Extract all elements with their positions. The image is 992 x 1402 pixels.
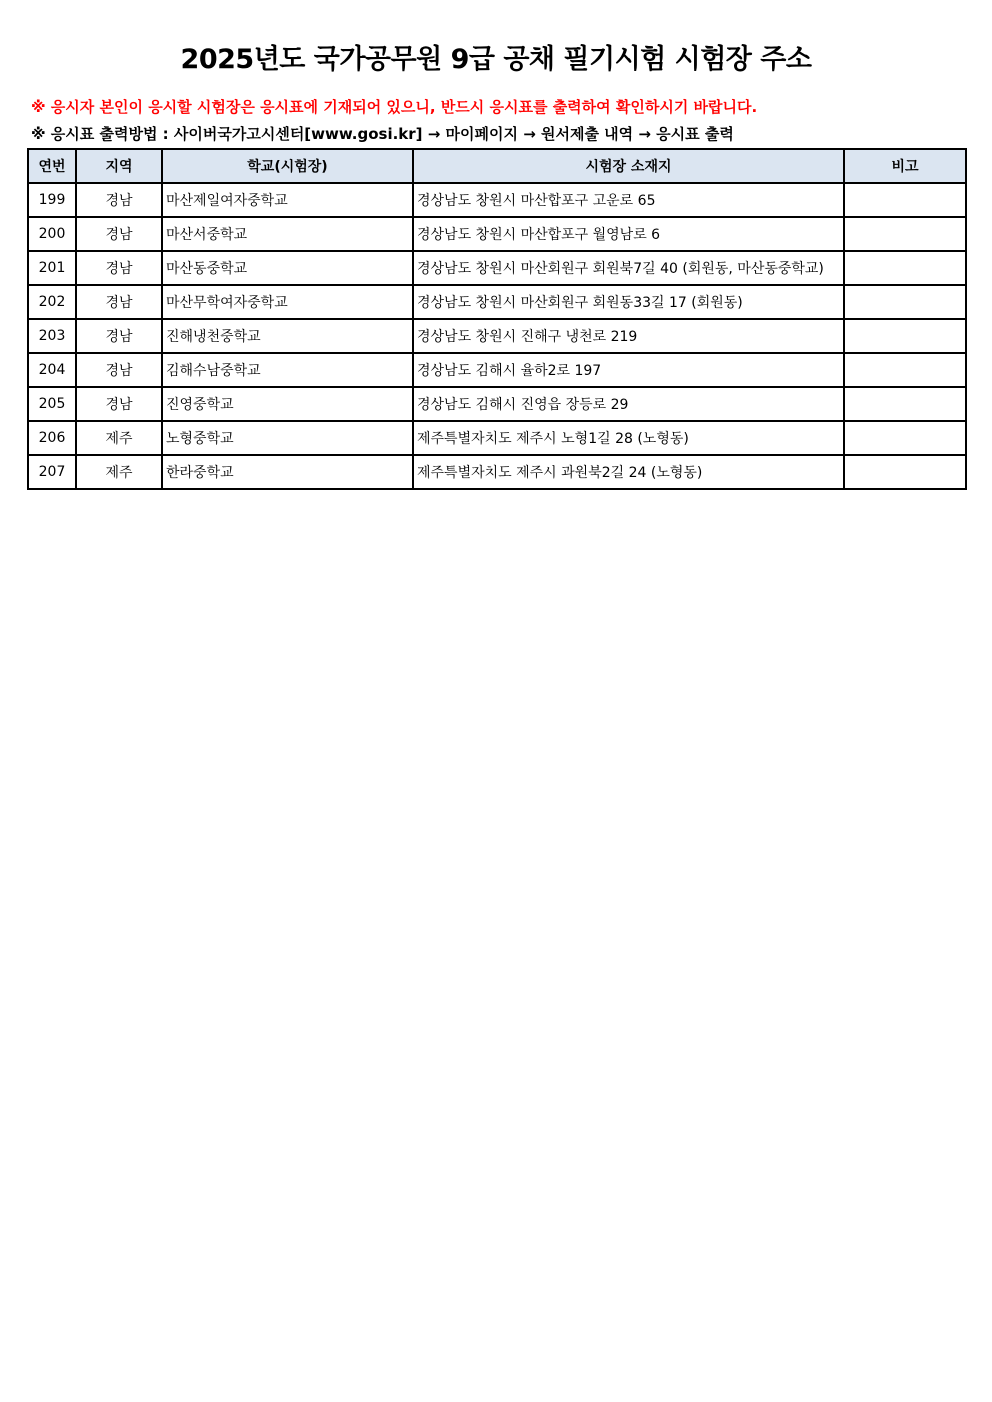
exam-site-table [27,148,967,490]
cell-school: 진영중학교 [162,387,413,421]
cell-note [844,353,966,387]
cell-school: 한라중학교 [162,455,413,489]
table-row [28,251,966,285]
notice-red: ※ 응시자 본인이 응시할 시험장은 응시표에 기재되어 있으니, 반드시 응시표를 출력하여 확인하시기 바랍니다. [31,98,758,116]
table-row [28,455,966,489]
cell-note [844,319,966,353]
cell-region: 경남 [76,353,162,387]
cell-note [844,217,966,251]
table-row [28,353,966,387]
cell-note [844,285,966,319]
cell-region: 제주 [76,421,162,455]
cell-school: 마산제일여자중학교 [162,183,413,217]
cell-no: 206 [28,421,76,455]
cell-region: 경남 [76,285,162,319]
header-region: 지역 [76,149,162,183]
table-row [28,183,966,217]
cell-address: 경상남도 창원시 마산회원구 회원북7길 40 (회원동, 마산동중학교) [413,251,844,285]
table-header-row [28,149,966,183]
cell-address: 경상남도 창원시 진해구 냉천로 219 [413,319,844,353]
cell-no: 201 [28,251,76,285]
cell-note [844,183,966,217]
cell-region: 경남 [76,387,162,421]
cell-school: 노형중학교 [162,421,413,455]
cell-no: 200 [28,217,76,251]
cell-no: 205 [28,387,76,421]
cell-note [844,251,966,285]
table-row [28,217,966,251]
notice-print-method: ※ 응시표 출력방법 : 사이버국가고시센터[www.gosi.kr] → 마이페이지 → 원서제출 내역 → 응시표 출력 [31,125,734,143]
cell-school: 진해냉천중학교 [162,319,413,353]
table-row [28,319,966,353]
cell-no: 202 [28,285,76,319]
cell-address: 제주특별자치도 제주시 노형1길 28 (노형동) [413,421,844,455]
header-address: 시험장 소재지 [413,149,844,183]
cell-school: 마산동중학교 [162,251,413,285]
cell-note [844,421,966,455]
cell-address: 제주특별자치도 제주시 과원북2길 24 (노형동) [413,455,844,489]
header-no: 연번 [28,149,76,183]
cell-note [844,455,966,489]
cell-school: 마산서중학교 [162,217,413,251]
cell-region: 경남 [76,319,162,353]
header-school: 학교(시험장) [162,149,413,183]
cell-region: 제주 [76,455,162,489]
cell-address: 경상남도 김해시 율하2로 197 [413,353,844,387]
table-row [28,421,966,455]
cell-no: 203 [28,319,76,353]
header-note: 비고 [844,149,966,183]
cell-school: 김해수남중학교 [162,353,413,387]
cell-address: 경상남도 창원시 마산회원구 회원동33길 17 (회원동) [413,285,844,319]
table-row [28,285,966,319]
cell-address: 경상남도 창원시 마산합포구 고운로 65 [413,183,844,217]
cell-address: 경상남도 김해시 진영읍 장등로 29 [413,387,844,421]
cell-note [844,387,966,421]
table-row [28,387,966,421]
cell-region: 경남 [76,251,162,285]
cell-no: 204 [28,353,76,387]
page-title: 2025년도 국가공무원 9급 공채 필기시험 시험장 주소 [180,44,812,75]
cell-school: 마산무학여자중학교 [162,285,413,319]
cell-address: 경상남도 창원시 마산합포구 월영남로 6 [413,217,844,251]
cell-no: 207 [28,455,76,489]
cell-no: 199 [28,183,76,217]
cell-region: 경남 [76,217,162,251]
cell-region: 경남 [76,183,162,217]
